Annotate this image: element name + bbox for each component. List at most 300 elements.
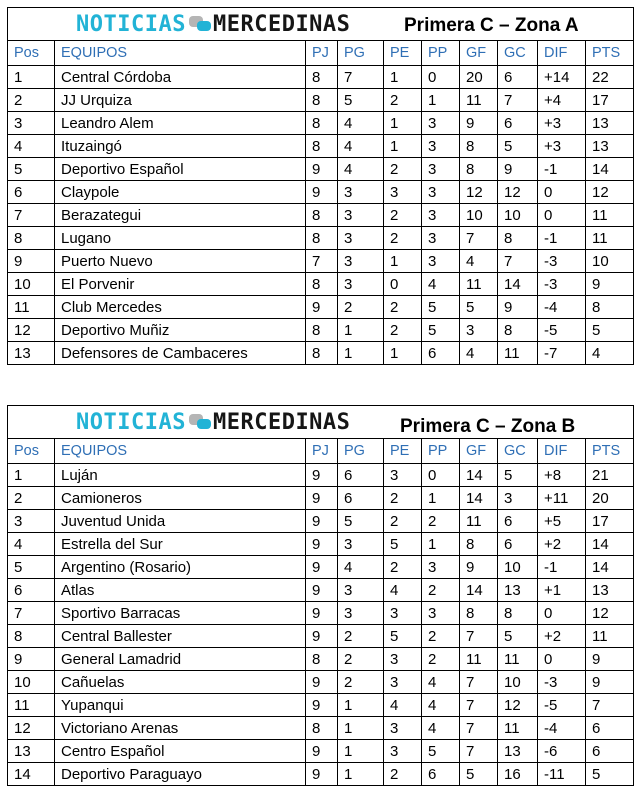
cell-team: Centro Español: [55, 740, 306, 763]
cell-pts: 9: [586, 648, 634, 671]
cell-pos: 1: [8, 464, 55, 487]
table-row: [8, 204, 634, 227]
column-header-gc: GC: [498, 41, 538, 66]
cell-pp: 3: [422, 181, 460, 204]
cell-pg: 5: [338, 510, 384, 533]
cell-pp: 3: [422, 250, 460, 273]
cell-pe: 3: [384, 602, 422, 625]
cell-pg: 3: [338, 602, 384, 625]
cell-pp: 6: [422, 342, 460, 365]
noticias-mercedinas-logo: [76, 12, 350, 37]
cell-pos: 12: [8, 319, 55, 342]
cell-dif: -11: [538, 763, 586, 786]
cell-team: Club Mercedes: [55, 296, 306, 319]
cell-pe: 2: [384, 204, 422, 227]
cell-gc: 12: [498, 181, 538, 204]
cell-pe: 1: [384, 250, 422, 273]
cell-pos: 13: [8, 342, 55, 365]
cell-pe: 1: [384, 66, 422, 89]
cell-pts: 13: [586, 112, 634, 135]
cell-pg: 3: [338, 579, 384, 602]
cell-pj: 9: [306, 602, 338, 625]
table-row: [8, 648, 634, 671]
table-row: [8, 717, 634, 740]
cell-pj: 9: [306, 625, 338, 648]
cell-gc: 8: [498, 227, 538, 250]
cell-pj: 8: [306, 648, 338, 671]
cell-team: General Lamadrid: [55, 648, 306, 671]
cell-pe: 2: [384, 510, 422, 533]
cell-gf: 11: [460, 510, 498, 533]
cell-team: Claypole: [55, 181, 306, 204]
cell-dif: 0: [538, 204, 586, 227]
cell-team: Central Ballester: [55, 625, 306, 648]
cell-pts: 11: [586, 625, 634, 648]
cell-dif: -1: [538, 227, 586, 250]
cell-pp: 1: [422, 487, 460, 510]
cell-pg: 1: [338, 763, 384, 786]
cell-team: Estrella del Sur: [55, 533, 306, 556]
column-header-pj: PJ: [306, 41, 338, 66]
cell-team: Deportivo Muñiz: [55, 319, 306, 342]
cell-pe: 3: [384, 181, 422, 204]
cell-pp: 3: [422, 112, 460, 135]
table-header-row: [8, 41, 634, 66]
cell-dif: -4: [538, 296, 586, 319]
table-row: [8, 158, 634, 181]
cell-pp: 3: [422, 158, 460, 181]
cell-pos: 8: [8, 625, 55, 648]
cell-pj: 8: [306, 135, 338, 158]
cell-pe: 4: [384, 694, 422, 717]
cell-pos: 6: [8, 181, 55, 204]
cell-pg: 2: [338, 648, 384, 671]
cell-pg: 3: [338, 181, 384, 204]
cell-pp: 2: [422, 625, 460, 648]
cell-gc: 6: [498, 533, 538, 556]
cell-pts: 21: [586, 464, 634, 487]
cell-pts: 5: [586, 763, 634, 786]
cell-gc: 16: [498, 763, 538, 786]
cell-pj: 9: [306, 740, 338, 763]
column-header-gc: GC: [498, 439, 538, 464]
table-row: [8, 342, 634, 365]
cell-pos: 14: [8, 763, 55, 786]
cell-gf: 4: [460, 342, 498, 365]
cell-dif: +2: [538, 625, 586, 648]
table-row: [8, 250, 634, 273]
cell-gf: 7: [460, 717, 498, 740]
cell-gf: 11: [460, 648, 498, 671]
cell-team: Luján: [55, 464, 306, 487]
cell-dif: -3: [538, 273, 586, 296]
cell-gf: 7: [460, 227, 498, 250]
cell-pts: 14: [586, 533, 634, 556]
cell-pos: 7: [8, 204, 55, 227]
cell-team: Juventud Unida: [55, 510, 306, 533]
cell-gf: 11: [460, 89, 498, 112]
column-header-pts: PTS: [586, 41, 634, 66]
cell-pts: 14: [586, 158, 634, 181]
table-row: [8, 740, 634, 763]
cell-dif: -5: [538, 694, 586, 717]
logo-word-mercedinas: MERCEDINAS: [212, 12, 351, 37]
cell-pe: 2: [384, 319, 422, 342]
cell-gf: 10: [460, 204, 498, 227]
cell-pts: 12: [586, 602, 634, 625]
cell-gf: 8: [460, 602, 498, 625]
speech-bubbles-icon: [189, 413, 211, 431]
cell-pp: 5: [422, 296, 460, 319]
cell-pts: 17: [586, 510, 634, 533]
cell-gc: 7: [498, 89, 538, 112]
cell-team: Central Córdoba: [55, 66, 306, 89]
table-row: [8, 464, 634, 487]
cell-dif: -5: [538, 319, 586, 342]
cell-team: Puerto Nuevo: [55, 250, 306, 273]
table-row: [8, 319, 634, 342]
cell-pp: 1: [422, 89, 460, 112]
column-header-gf: GF: [460, 439, 498, 464]
table-row: [8, 89, 634, 112]
cell-pe: 4: [384, 579, 422, 602]
cell-pe: 3: [384, 671, 422, 694]
cell-pj: 7: [306, 250, 338, 273]
cell-pj: 9: [306, 464, 338, 487]
table-brand-row: [8, 8, 634, 41]
standings-table: [7, 7, 634, 365]
cell-gf: 14: [460, 464, 498, 487]
cell-pe: 2: [384, 763, 422, 786]
cell-pj: 8: [306, 66, 338, 89]
zone-title: Primera C – Zona A: [404, 15, 579, 36]
cell-pe: 2: [384, 556, 422, 579]
cell-pts: 20: [586, 487, 634, 510]
cell-pe: 2: [384, 158, 422, 181]
cell-team: Defensores de Cambaceres: [55, 342, 306, 365]
cell-pos: 10: [8, 273, 55, 296]
cell-gc: 6: [498, 112, 538, 135]
cell-pp: 1: [422, 533, 460, 556]
cell-gc: 13: [498, 579, 538, 602]
cell-pj: 8: [306, 204, 338, 227]
cell-pp: 2: [422, 579, 460, 602]
cell-pts: 13: [586, 135, 634, 158]
cell-pg: 4: [338, 158, 384, 181]
cell-gc: 10: [498, 204, 538, 227]
cell-gf: 9: [460, 112, 498, 135]
cell-pts: 11: [586, 227, 634, 250]
cell-pts: 14: [586, 556, 634, 579]
cell-pts: 5: [586, 319, 634, 342]
cell-pe: 3: [384, 648, 422, 671]
column-header-team: EQUIPOS: [55, 439, 306, 464]
cell-gf: 14: [460, 487, 498, 510]
cell-team: Cañuelas: [55, 671, 306, 694]
cell-pg: 3: [338, 227, 384, 250]
cell-gc: 5: [498, 625, 538, 648]
column-header-gf: GF: [460, 41, 498, 66]
cell-dif: +4: [538, 89, 586, 112]
cell-pj: 8: [306, 89, 338, 112]
cell-pe: 2: [384, 89, 422, 112]
cell-pos: 9: [8, 648, 55, 671]
cell-pos: 5: [8, 556, 55, 579]
column-header-pj: PJ: [306, 439, 338, 464]
cell-gf: 14: [460, 579, 498, 602]
column-header-pg: PG: [338, 41, 384, 66]
cell-gf: 3: [460, 319, 498, 342]
cell-pos: 5: [8, 158, 55, 181]
cell-team: Victoriano Arenas: [55, 717, 306, 740]
cell-gf: 4: [460, 250, 498, 273]
cell-gf: 20: [460, 66, 498, 89]
cell-pj: 9: [306, 533, 338, 556]
cell-pos: 8: [8, 227, 55, 250]
cell-pts: 11: [586, 204, 634, 227]
cell-gf: 5: [460, 296, 498, 319]
cell-pj: 9: [306, 487, 338, 510]
cell-pp: 3: [422, 227, 460, 250]
cell-pg: 4: [338, 112, 384, 135]
cell-gc: 5: [498, 464, 538, 487]
cell-pp: 2: [422, 648, 460, 671]
cell-gc: 9: [498, 296, 538, 319]
cell-pp: 5: [422, 319, 460, 342]
cell-team: Camioneros: [55, 487, 306, 510]
cell-pe: 2: [384, 296, 422, 319]
cell-pp: 0: [422, 66, 460, 89]
cell-pj: 8: [306, 112, 338, 135]
cell-gc: 11: [498, 648, 538, 671]
table-row: [8, 625, 634, 648]
cell-pg: 5: [338, 89, 384, 112]
cell-gf: 11: [460, 273, 498, 296]
cell-pe: 3: [384, 717, 422, 740]
cell-pp: 4: [422, 717, 460, 740]
cell-pos: 12: [8, 717, 55, 740]
cell-dif: +8: [538, 464, 586, 487]
cell-gc: 10: [498, 671, 538, 694]
cell-gf: 7: [460, 740, 498, 763]
cell-pj: 9: [306, 296, 338, 319]
cell-gc: 8: [498, 602, 538, 625]
cell-dif: +1: [538, 579, 586, 602]
brand-cell: [8, 406, 634, 439]
cell-pg: 1: [338, 694, 384, 717]
cell-pj: 8: [306, 319, 338, 342]
cell-pg: 3: [338, 250, 384, 273]
cell-pp: 6: [422, 763, 460, 786]
column-header-pos: Pos: [8, 41, 55, 66]
cell-pos: 3: [8, 112, 55, 135]
cell-pj: 9: [306, 694, 338, 717]
cell-pj: 9: [306, 763, 338, 786]
cell-pos: 2: [8, 487, 55, 510]
cell-pe: 5: [384, 533, 422, 556]
cell-team: Deportivo Paraguayo: [55, 763, 306, 786]
cell-pp: 4: [422, 273, 460, 296]
cell-pe: 1: [384, 112, 422, 135]
cell-pts: 22: [586, 66, 634, 89]
column-header-dif: DIF: [538, 439, 586, 464]
table-row: [8, 487, 634, 510]
cell-pg: 2: [338, 671, 384, 694]
column-header-pts: PTS: [586, 439, 634, 464]
cell-gc: 6: [498, 66, 538, 89]
cell-dif: +2: [538, 533, 586, 556]
cell-pg: 1: [338, 740, 384, 763]
cell-gf: 8: [460, 135, 498, 158]
column-header-pe: PE: [384, 41, 422, 66]
cell-pts: 17: [586, 89, 634, 112]
standings-zona-b: [7, 405, 633, 786]
table-row: [8, 556, 634, 579]
logo-word-noticias: NOTICIAS: [76, 12, 186, 37]
cell-team: Deportivo Español: [55, 158, 306, 181]
noticias-mercedinas-logo: [76, 410, 350, 435]
cell-gf: 8: [460, 158, 498, 181]
speech-bubbles-icon: [189, 15, 211, 33]
cell-gc: 6: [498, 510, 538, 533]
cell-gc: 8: [498, 319, 538, 342]
cell-pe: 2: [384, 227, 422, 250]
cell-pos: 2: [8, 89, 55, 112]
standings-zona-a: [7, 7, 633, 365]
brand-cell: [8, 8, 634, 41]
table-row: [8, 763, 634, 786]
cell-dif: +11: [538, 487, 586, 510]
cell-pts: 8: [586, 296, 634, 319]
cell-gf: 12: [460, 181, 498, 204]
cell-gc: 12: [498, 694, 538, 717]
cell-pos: 7: [8, 602, 55, 625]
logo-word-noticias: NOTICIAS: [76, 410, 186, 435]
cell-pe: 1: [384, 342, 422, 365]
cell-dif: +3: [538, 112, 586, 135]
table-row: [8, 533, 634, 556]
cell-dif: +14: [538, 66, 586, 89]
column-header-pos: Pos: [8, 439, 55, 464]
table-row: [8, 579, 634, 602]
cell-pts: 10: [586, 250, 634, 273]
cell-pg: 3: [338, 533, 384, 556]
cell-pp: 3: [422, 204, 460, 227]
cell-gf: 5: [460, 763, 498, 786]
cell-pos: 4: [8, 135, 55, 158]
cell-pe: 0: [384, 273, 422, 296]
cell-pg: 7: [338, 66, 384, 89]
logo-word-mercedinas: MERCEDINAS: [212, 410, 351, 435]
cell-pg: 3: [338, 273, 384, 296]
table-row: [8, 510, 634, 533]
cell-team: Yupanqui: [55, 694, 306, 717]
cell-pj: 8: [306, 273, 338, 296]
cell-pj: 9: [306, 181, 338, 204]
cell-pos: 6: [8, 579, 55, 602]
cell-pg: 1: [338, 717, 384, 740]
cell-pp: 3: [422, 556, 460, 579]
cell-pg: 6: [338, 464, 384, 487]
table-row: [8, 112, 634, 135]
cell-team: Leandro Alem: [55, 112, 306, 135]
cell-pts: 6: [586, 717, 634, 740]
cell-pos: 10: [8, 671, 55, 694]
table-row: [8, 66, 634, 89]
cell-dif: -6: [538, 740, 586, 763]
table-row: [8, 273, 634, 296]
table-brand-row: [8, 406, 634, 439]
cell-pj: 9: [306, 158, 338, 181]
cell-pg: 3: [338, 204, 384, 227]
cell-pp: 4: [422, 671, 460, 694]
table-row: [8, 135, 634, 158]
table-row: [8, 671, 634, 694]
cell-pj: 9: [306, 556, 338, 579]
cell-pp: 3: [422, 135, 460, 158]
cell-team: Lugano: [55, 227, 306, 250]
column-header-pe: PE: [384, 439, 422, 464]
cell-dif: -3: [538, 250, 586, 273]
cell-gc: 14: [498, 273, 538, 296]
cell-pos: 13: [8, 740, 55, 763]
cell-team: Ituzaingó: [55, 135, 306, 158]
cell-dif: +3: [538, 135, 586, 158]
cell-pg: 1: [338, 342, 384, 365]
cell-pos: 3: [8, 510, 55, 533]
column-header-pg: PG: [338, 439, 384, 464]
cell-pts: 6: [586, 740, 634, 763]
table-row: [8, 181, 634, 204]
cell-team: Sportivo Barracas: [55, 602, 306, 625]
cell-pe: 5: [384, 625, 422, 648]
cell-pj: 9: [306, 510, 338, 533]
cell-dif: 0: [538, 648, 586, 671]
cell-pe: 1: [384, 135, 422, 158]
cell-pos: 9: [8, 250, 55, 273]
column-header-dif: DIF: [538, 41, 586, 66]
cell-pp: 5: [422, 740, 460, 763]
cell-gf: 7: [460, 625, 498, 648]
cell-pos: 4: [8, 533, 55, 556]
table-row: [8, 296, 634, 319]
cell-pts: 9: [586, 273, 634, 296]
table-header-row: [8, 439, 634, 464]
cell-gc: 7: [498, 250, 538, 273]
cell-team: JJ Urquiza: [55, 89, 306, 112]
cell-pg: 4: [338, 556, 384, 579]
cell-pos: 11: [8, 694, 55, 717]
cell-pts: 9: [586, 671, 634, 694]
cell-gf: 8: [460, 533, 498, 556]
cell-pg: 2: [338, 296, 384, 319]
cell-pj: 8: [306, 342, 338, 365]
cell-gc: 11: [498, 717, 538, 740]
cell-dif: -3: [538, 671, 586, 694]
cell-pj: 8: [306, 717, 338, 740]
cell-team: Berazategui: [55, 204, 306, 227]
cell-pts: 4: [586, 342, 634, 365]
cell-pg: 4: [338, 135, 384, 158]
cell-dif: -1: [538, 158, 586, 181]
cell-pg: 6: [338, 487, 384, 510]
cell-gf: 7: [460, 694, 498, 717]
cell-dif: -1: [538, 556, 586, 579]
table-row: [8, 227, 634, 250]
cell-pts: 13: [586, 579, 634, 602]
cell-pg: 2: [338, 625, 384, 648]
column-header-pp: PP: [422, 439, 460, 464]
